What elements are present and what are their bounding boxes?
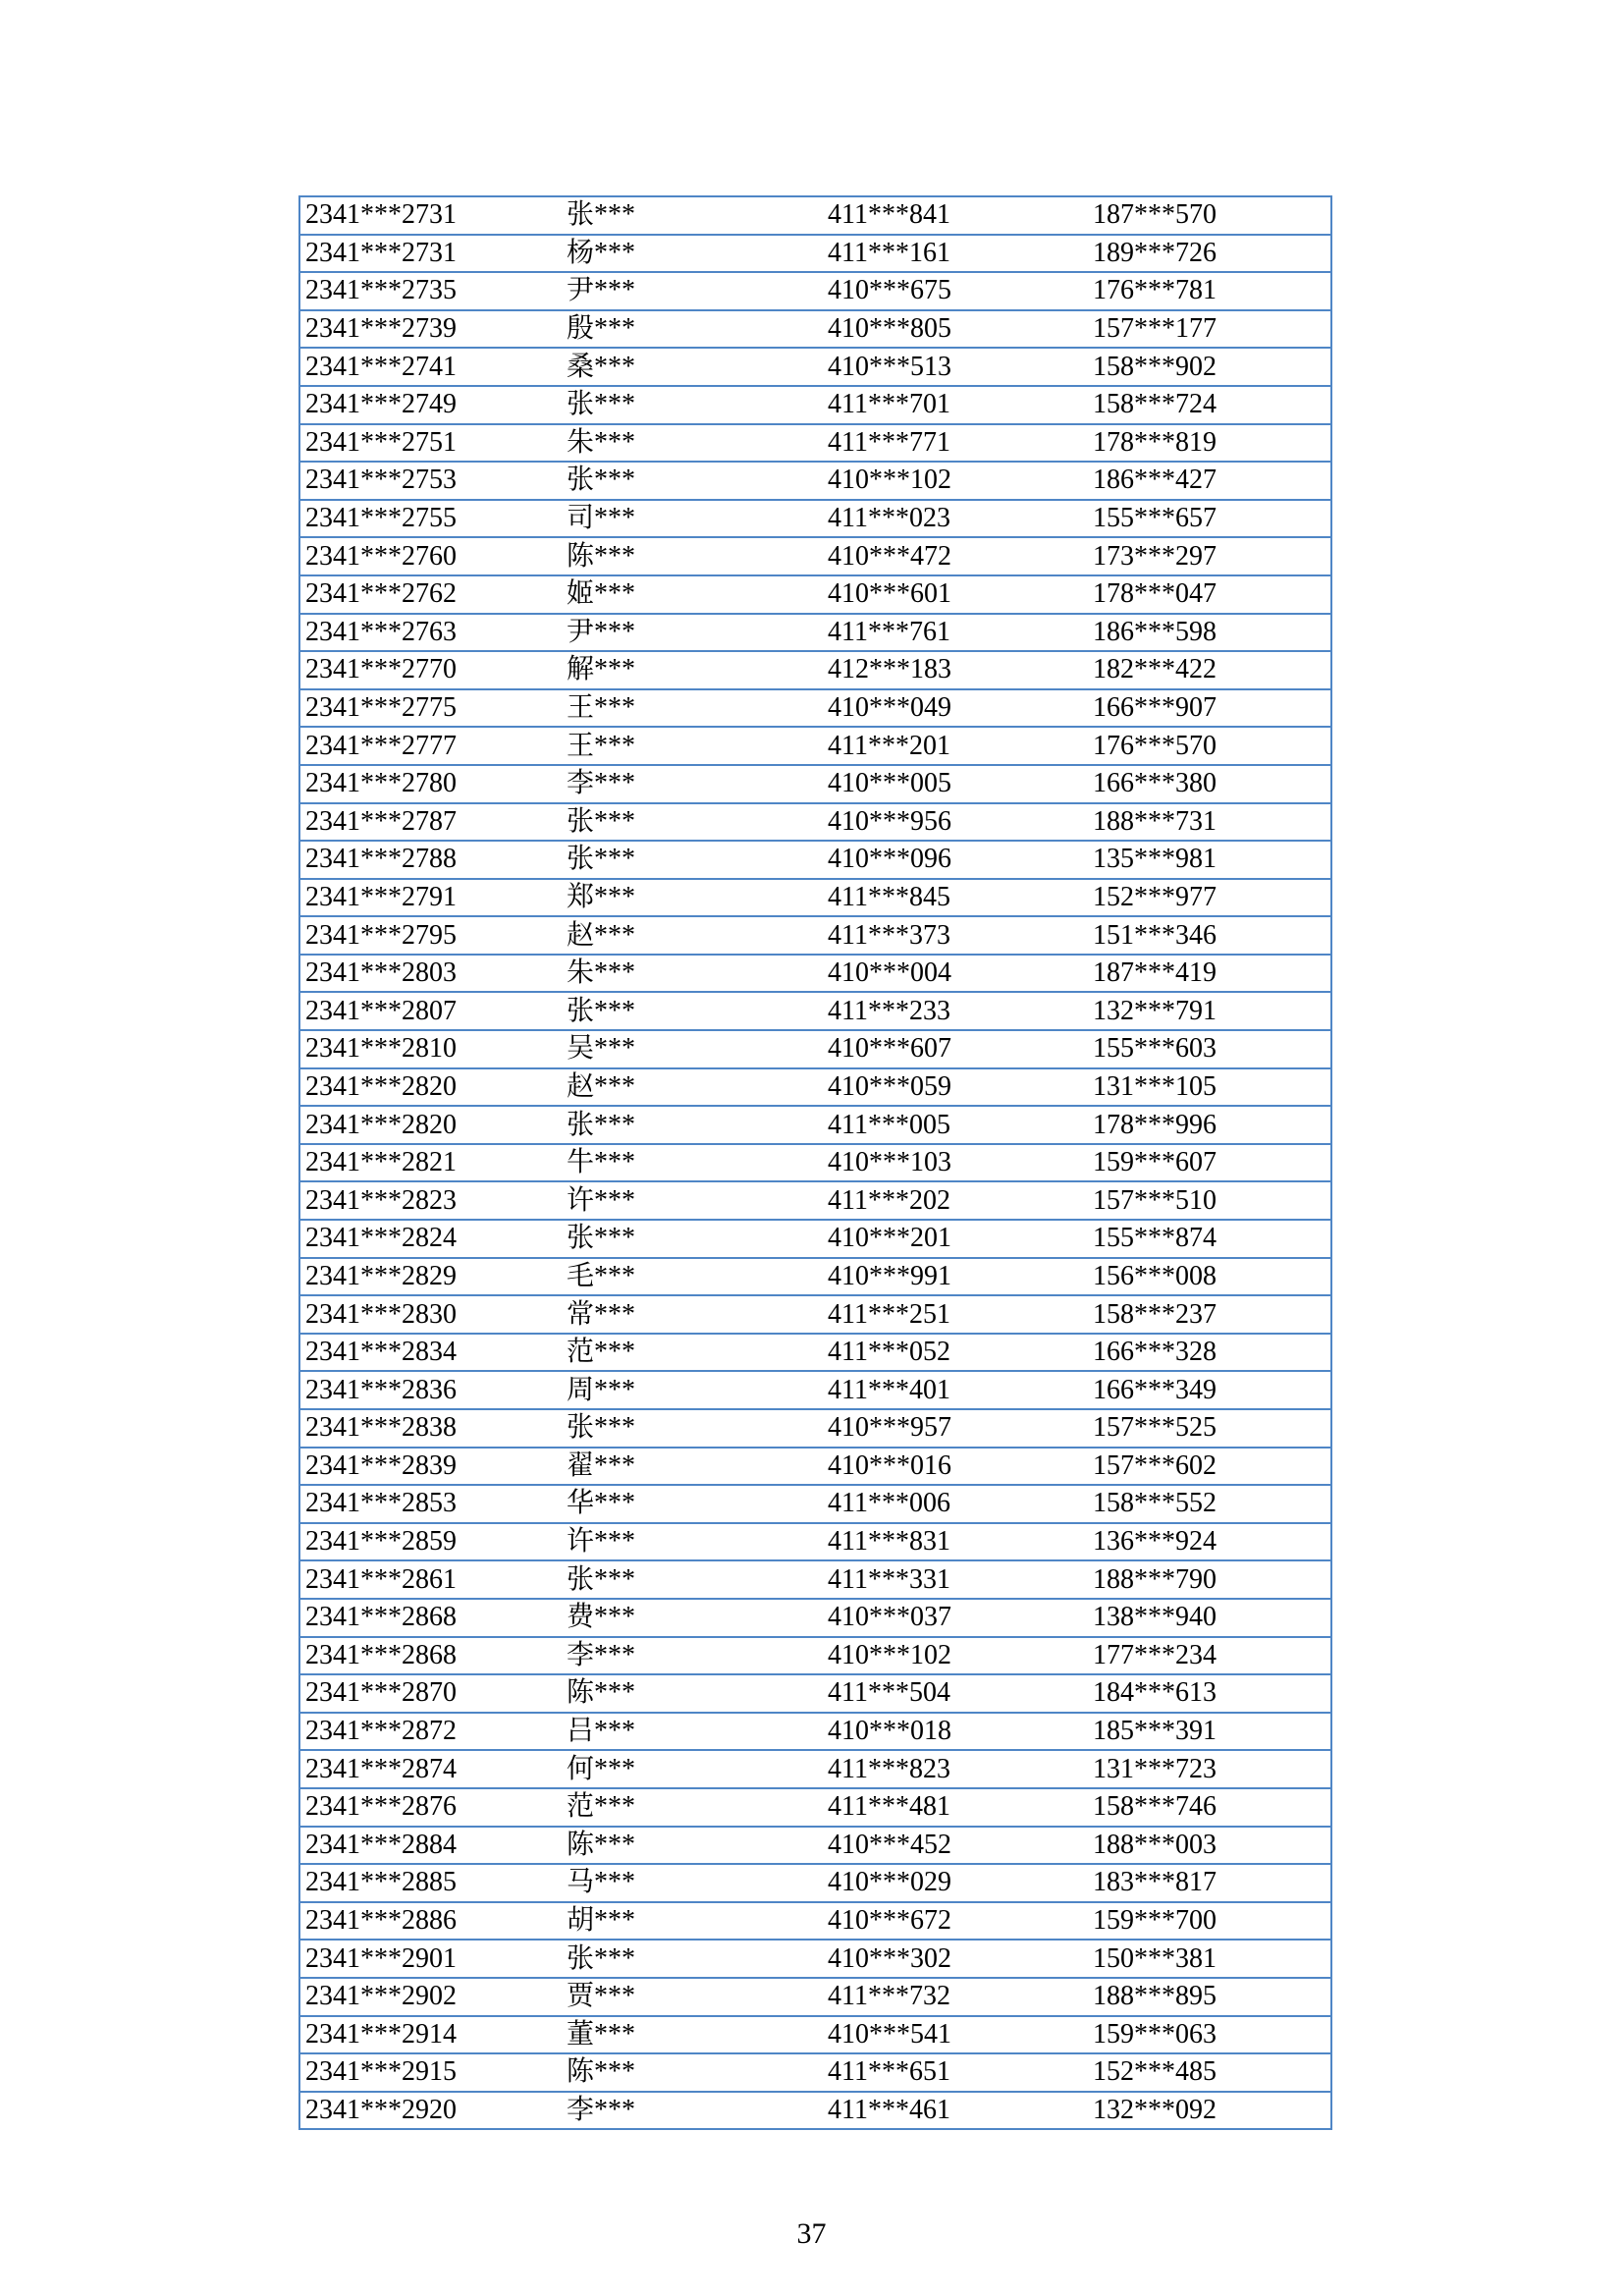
id-card-cell: 411***504 — [820, 1674, 1085, 1713]
name-cell: 张*** — [559, 462, 820, 500]
id-card-cell: 410***675 — [820, 272, 1085, 310]
registration-number-cell: 2341***2821 — [299, 1144, 559, 1182]
id-card-cell: 410***472 — [820, 537, 1085, 575]
name-cell: 杨*** — [559, 235, 820, 273]
phone-cell: 156***008 — [1085, 1258, 1331, 1296]
registration-number-cell: 2341***2886 — [299, 1902, 559, 1941]
phone-cell: 184***613 — [1085, 1674, 1331, 1713]
table-row — [299, 1940, 1331, 1978]
table-row — [299, 1523, 1331, 1561]
registration-number-cell: 2341***2876 — [299, 1788, 559, 1827]
name-cell: 尹*** — [559, 614, 820, 652]
phone-cell: 186***598 — [1085, 614, 1331, 652]
registration-number-cell: 2341***2836 — [299, 1371, 559, 1409]
registration-number-cell: 2341***2839 — [299, 1448, 559, 1486]
name-cell: 王*** — [559, 689, 820, 728]
id-card-cell: 410***991 — [820, 1258, 1085, 1296]
table-row — [299, 1750, 1331, 1788]
registration-number-cell: 2341***2838 — [299, 1409, 559, 1448]
name-cell: 陈*** — [559, 1827, 820, 1865]
name-cell: 桑*** — [559, 348, 820, 386]
table-row — [299, 1978, 1331, 2016]
registration-number-cell: 2341***2787 — [299, 803, 559, 842]
phone-cell: 173***297 — [1085, 537, 1331, 575]
phone-cell: 188***895 — [1085, 1978, 1331, 2016]
name-cell: 赵*** — [559, 1068, 820, 1107]
registration-number-cell: 2341***2920 — [299, 2092, 559, 2130]
id-card-cell: 410***601 — [820, 575, 1085, 614]
table-row — [299, 1295, 1331, 1334]
id-card-cell: 410***102 — [820, 1637, 1085, 1675]
name-cell: 翟*** — [559, 1448, 820, 1486]
id-card-cell: 410***059 — [820, 1068, 1085, 1107]
id-card-cell: 410***102 — [820, 462, 1085, 500]
table-row — [299, 272, 1331, 310]
table-row — [299, 1144, 1331, 1182]
table-row — [299, 1068, 1331, 1107]
registration-number-cell: 2341***2901 — [299, 1940, 559, 1978]
phone-cell: 157***602 — [1085, 1448, 1331, 1486]
phone-cell: 158***902 — [1085, 348, 1331, 386]
name-cell: 张*** — [559, 1560, 820, 1599]
table-row — [299, 1485, 1331, 1523]
registration-number-cell: 2341***2884 — [299, 1827, 559, 1865]
name-cell: 张*** — [559, 1409, 820, 1448]
name-cell: 司*** — [559, 500, 820, 538]
table-row — [299, 614, 1331, 652]
id-card-cell: 410***956 — [820, 803, 1085, 842]
table-row — [299, 1560, 1331, 1599]
name-cell: 牛*** — [559, 1144, 820, 1182]
phone-cell: 155***657 — [1085, 500, 1331, 538]
phone-cell: 135***981 — [1085, 841, 1331, 879]
name-cell: 尹*** — [559, 272, 820, 310]
phone-cell: 189***726 — [1085, 235, 1331, 273]
phone-cell: 136***924 — [1085, 1523, 1331, 1561]
phone-cell: 132***791 — [1085, 992, 1331, 1030]
registration-number-cell: 2341***2803 — [299, 955, 559, 993]
table-row — [299, 1258, 1331, 1296]
name-cell: 毛*** — [559, 1258, 820, 1296]
table-row — [299, 235, 1331, 273]
phone-cell: 178***996 — [1085, 1106, 1331, 1144]
registration-number-cell: 2341***2770 — [299, 651, 559, 689]
name-cell: 吕*** — [559, 1713, 820, 1751]
name-cell: 殷*** — [559, 310, 820, 349]
table-row — [299, 689, 1331, 728]
id-card-cell: 410***201 — [820, 1220, 1085, 1258]
id-card-cell: 411***481 — [820, 1788, 1085, 1827]
name-cell: 张*** — [559, 841, 820, 879]
phone-cell: 188***790 — [1085, 1560, 1331, 1599]
id-card-cell: 410***805 — [820, 310, 1085, 349]
registration-number-cell: 2341***2859 — [299, 1523, 559, 1561]
name-cell: 朱*** — [559, 424, 820, 463]
name-cell: 周*** — [559, 1371, 820, 1409]
registration-number-cell: 2341***2807 — [299, 992, 559, 1030]
name-cell: 张*** — [559, 386, 820, 424]
registration-number-cell: 2341***2791 — [299, 879, 559, 917]
name-cell: 费*** — [559, 1599, 820, 1637]
id-card-cell: 410***541 — [820, 2016, 1085, 2054]
registration-number-cell: 2341***2762 — [299, 575, 559, 614]
phone-cell: 186***427 — [1085, 462, 1331, 500]
id-card-cell: 411***005 — [820, 1106, 1085, 1144]
registration-number-cell: 2341***2853 — [299, 1485, 559, 1523]
phone-cell: 158***552 — [1085, 1485, 1331, 1523]
table-row — [299, 841, 1331, 879]
registration-number-cell: 2341***2763 — [299, 614, 559, 652]
registration-number-cell: 2341***2735 — [299, 272, 559, 310]
phone-cell: 159***700 — [1085, 1902, 1331, 1941]
phone-cell: 152***485 — [1085, 2053, 1331, 2092]
phone-cell: 188***003 — [1085, 1827, 1331, 1865]
phone-cell: 151***346 — [1085, 916, 1331, 955]
name-cell: 李*** — [559, 1637, 820, 1675]
phone-cell: 182***422 — [1085, 651, 1331, 689]
table-row — [299, 916, 1331, 955]
name-cell: 解*** — [559, 651, 820, 689]
phone-cell: 159***063 — [1085, 2016, 1331, 2054]
phone-cell: 157***177 — [1085, 310, 1331, 349]
table-row — [299, 992, 1331, 1030]
phone-cell: 159***607 — [1085, 1144, 1331, 1182]
table-row — [299, 2092, 1331, 2130]
phone-cell: 152***977 — [1085, 879, 1331, 917]
table-row — [299, 1334, 1331, 1372]
name-cell: 陈*** — [559, 2053, 820, 2092]
id-card-cell: 410***957 — [820, 1409, 1085, 1448]
id-card-cell: 411***771 — [820, 424, 1085, 463]
table-row — [299, 1637, 1331, 1675]
registration-number-cell: 2341***2834 — [299, 1334, 559, 1372]
id-card-cell: 410***096 — [820, 841, 1085, 879]
phone-cell: 178***819 — [1085, 424, 1331, 463]
name-cell: 华*** — [559, 1485, 820, 1523]
id-card-cell: 411***373 — [820, 916, 1085, 955]
table-row — [299, 1371, 1331, 1409]
name-cell: 张*** — [559, 1106, 820, 1144]
id-card-cell: 411***823 — [820, 1750, 1085, 1788]
id-card-cell: 411***651 — [820, 2053, 1085, 2092]
phone-cell: 157***525 — [1085, 1409, 1331, 1448]
registration-number-cell: 2341***2777 — [299, 727, 559, 765]
registration-number-cell: 2341***2823 — [299, 1181, 559, 1220]
phone-cell: 187***570 — [1085, 196, 1331, 235]
table-row — [299, 1409, 1331, 1448]
id-card-cell: 411***845 — [820, 879, 1085, 917]
id-card-cell: 411***023 — [820, 500, 1085, 538]
table-row — [299, 1030, 1331, 1068]
registration-number-cell: 2341***2749 — [299, 386, 559, 424]
table-row — [299, 462, 1331, 500]
registration-number-cell: 2341***2820 — [299, 1106, 559, 1144]
table-row — [299, 1448, 1331, 1486]
phone-cell: 183***817 — [1085, 1864, 1331, 1902]
name-cell: 张*** — [559, 1220, 820, 1258]
name-cell: 马*** — [559, 1864, 820, 1902]
registration-number-cell: 2341***2829 — [299, 1258, 559, 1296]
table-row — [299, 2053, 1331, 2092]
id-card-cell: 411***251 — [820, 1295, 1085, 1334]
name-cell: 吴*** — [559, 1030, 820, 1068]
id-card-cell: 410***018 — [820, 1713, 1085, 1751]
registration-number-cell: 2341***2915 — [299, 2053, 559, 2092]
registration-number-cell: 2341***2780 — [299, 765, 559, 803]
table-row — [299, 348, 1331, 386]
registration-number-cell: 2341***2760 — [299, 537, 559, 575]
id-card-cell: 411***401 — [820, 1371, 1085, 1409]
id-card-cell: 411***161 — [820, 235, 1085, 273]
table-row — [299, 575, 1331, 614]
phone-cell: 177***234 — [1085, 1637, 1331, 1675]
registration-number-cell: 2341***2870 — [299, 1674, 559, 1713]
name-cell: 许*** — [559, 1523, 820, 1561]
page-number: 37 — [796, 2217, 827, 2250]
table-row — [299, 196, 1331, 235]
phone-cell: 131***105 — [1085, 1068, 1331, 1107]
phone-cell: 187***419 — [1085, 955, 1331, 993]
registration-number-cell: 2341***2788 — [299, 841, 559, 879]
table-row — [299, 765, 1331, 803]
id-card-cell: 410***005 — [820, 765, 1085, 803]
registration-number-cell: 2341***2775 — [299, 689, 559, 728]
name-cell: 张*** — [559, 1940, 820, 1978]
table-row — [299, 1674, 1331, 1713]
name-cell: 张*** — [559, 196, 820, 235]
name-cell: 范*** — [559, 1788, 820, 1827]
table-row — [299, 1788, 1331, 1827]
registration-number-cell: 2341***2830 — [299, 1295, 559, 1334]
phone-cell: 138***940 — [1085, 1599, 1331, 1637]
name-cell: 赵*** — [559, 916, 820, 955]
name-cell: 常*** — [559, 1295, 820, 1334]
phone-cell: 132***092 — [1085, 2092, 1331, 2130]
phone-cell: 166***380 — [1085, 765, 1331, 803]
registration-number-cell: 2341***2824 — [299, 1220, 559, 1258]
id-card-cell: 410***672 — [820, 1902, 1085, 1941]
id-card-cell: 411***761 — [820, 614, 1085, 652]
phone-cell: 158***237 — [1085, 1295, 1331, 1334]
id-card-cell: 411***331 — [820, 1560, 1085, 1599]
phone-cell: 157***510 — [1085, 1181, 1331, 1220]
id-card-cell: 411***831 — [820, 1523, 1085, 1561]
name-cell: 胡*** — [559, 1902, 820, 1941]
registration-number-cell: 2341***2755 — [299, 500, 559, 538]
name-cell: 张*** — [559, 992, 820, 1030]
name-cell: 李*** — [559, 765, 820, 803]
id-card-cell: 411***732 — [820, 1978, 1085, 2016]
table-row — [299, 1106, 1331, 1144]
records-body — [299, 196, 1331, 2129]
registration-number-cell: 2341***2872 — [299, 1713, 559, 1751]
registration-number-cell: 2341***2795 — [299, 916, 559, 955]
phone-cell: 176***570 — [1085, 727, 1331, 765]
name-cell: 张*** — [559, 803, 820, 842]
id-card-cell: 410***103 — [820, 1144, 1085, 1182]
id-card-cell: 410***452 — [820, 1827, 1085, 1865]
registration-number-cell: 2341***2868 — [299, 1599, 559, 1637]
phone-cell: 176***781 — [1085, 272, 1331, 310]
id-card-cell: 410***037 — [820, 1599, 1085, 1637]
name-cell: 李*** — [559, 2092, 820, 2130]
registration-number-cell: 2341***2868 — [299, 1637, 559, 1675]
name-cell: 郑*** — [559, 879, 820, 917]
phone-cell: 155***603 — [1085, 1030, 1331, 1068]
registration-number-cell: 2341***2731 — [299, 235, 559, 273]
records-table — [298, 195, 1332, 2130]
name-cell: 何*** — [559, 1750, 820, 1788]
id-card-cell: 410***302 — [820, 1940, 1085, 1978]
registration-number-cell: 2341***2731 — [299, 196, 559, 235]
registration-number-cell: 2341***2861 — [299, 1560, 559, 1599]
table-row — [299, 537, 1331, 575]
id-card-cell: 411***461 — [820, 2092, 1085, 2130]
name-cell: 许*** — [559, 1181, 820, 1220]
id-card-cell: 411***052 — [820, 1334, 1085, 1372]
phone-cell: 150***381 — [1085, 1940, 1331, 1978]
registration-number-cell: 2341***2902 — [299, 1978, 559, 2016]
registration-number-cell: 2341***2914 — [299, 2016, 559, 2054]
table-row — [299, 879, 1331, 917]
id-card-cell: 411***201 — [820, 727, 1085, 765]
id-card-cell: 411***202 — [820, 1181, 1085, 1220]
phone-cell: 158***746 — [1085, 1788, 1331, 1827]
id-card-cell: 410***513 — [820, 348, 1085, 386]
name-cell: 陈*** — [559, 1674, 820, 1713]
table-row — [299, 1827, 1331, 1865]
id-card-cell: 411***841 — [820, 196, 1085, 235]
registration-number-cell: 2341***2751 — [299, 424, 559, 463]
table-row — [299, 500, 1331, 538]
phone-cell: 155***874 — [1085, 1220, 1331, 1258]
name-cell: 朱*** — [559, 955, 820, 993]
phone-cell: 166***907 — [1085, 689, 1331, 728]
registration-number-cell: 2341***2810 — [299, 1030, 559, 1068]
table-row — [299, 386, 1331, 424]
name-cell: 王*** — [559, 727, 820, 765]
id-card-cell: 410***607 — [820, 1030, 1085, 1068]
registration-number-cell: 2341***2741 — [299, 348, 559, 386]
name-cell: 陈*** — [559, 537, 820, 575]
id-card-cell: 410***049 — [820, 689, 1085, 728]
table-row — [299, 1220, 1331, 1258]
registration-number-cell: 2341***2739 — [299, 310, 559, 349]
table-row — [299, 803, 1331, 842]
phone-cell: 131***723 — [1085, 1750, 1331, 1788]
registration-number-cell: 2341***2820 — [299, 1068, 559, 1107]
id-card-cell: 410***016 — [820, 1448, 1085, 1486]
table-row — [299, 424, 1331, 463]
name-cell: 董*** — [559, 2016, 820, 2054]
id-card-cell: 411***006 — [820, 1485, 1085, 1523]
table-row — [299, 310, 1331, 349]
table-row — [299, 1599, 1331, 1637]
registration-number-cell: 2341***2753 — [299, 462, 559, 500]
name-cell: 姬*** — [559, 575, 820, 614]
phone-cell: 158***724 — [1085, 386, 1331, 424]
id-card-cell: 411***701 — [820, 386, 1085, 424]
id-card-cell: 411***233 — [820, 992, 1085, 1030]
table-row — [299, 727, 1331, 765]
table-row — [299, 651, 1331, 689]
id-card-cell: 412***183 — [820, 651, 1085, 689]
registration-number-cell: 2341***2885 — [299, 1864, 559, 1902]
table-row — [299, 1902, 1331, 1941]
id-card-cell: 410***029 — [820, 1864, 1085, 1902]
table-row — [299, 955, 1331, 993]
id-card-cell: 410***004 — [820, 955, 1085, 993]
registration-number-cell: 2341***2874 — [299, 1750, 559, 1788]
name-cell: 贾*** — [559, 1978, 820, 2016]
table-row — [299, 2016, 1331, 2054]
table-row — [299, 1181, 1331, 1220]
phone-cell: 166***328 — [1085, 1334, 1331, 1372]
name-cell: 范*** — [559, 1334, 820, 1372]
phone-cell: 178***047 — [1085, 575, 1331, 614]
phone-cell: 185***391 — [1085, 1713, 1331, 1751]
phone-cell: 166***349 — [1085, 1371, 1331, 1409]
table-row — [299, 1864, 1331, 1902]
table-row — [299, 1713, 1331, 1751]
phone-cell: 188***731 — [1085, 803, 1331, 842]
